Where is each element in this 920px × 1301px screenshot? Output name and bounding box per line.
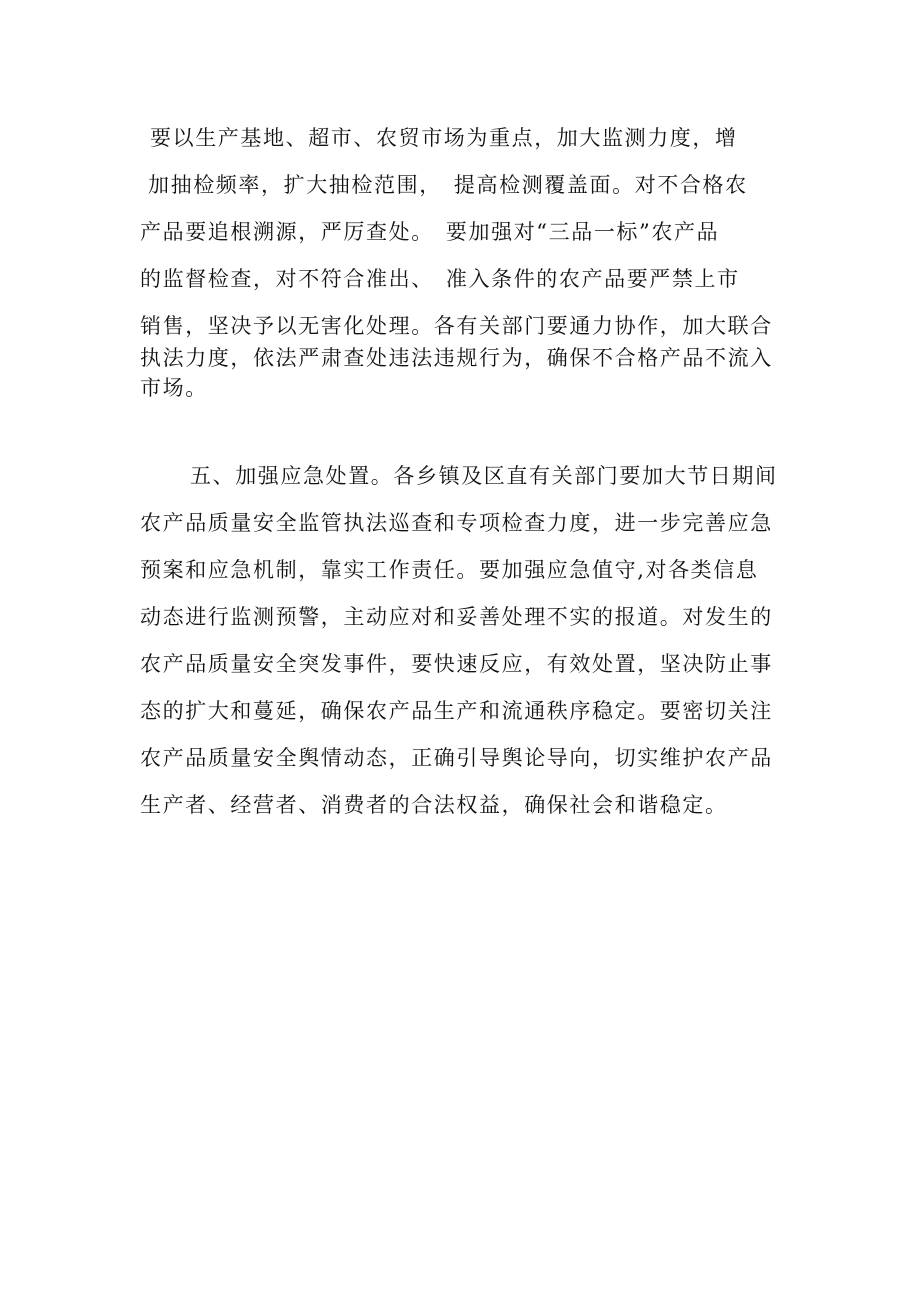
section-heading-line: 五、加强应急处置。各乡镇及区直有关部门要加大节日期间 — [190, 464, 778, 488]
text-line: 执法力度，依法严肃查处违法违规行为，确保不合格产品不流入 — [140, 346, 773, 370]
text-line: 农产品质量安全突发事件，要快速反应，有效处置，坚决防止事 — [140, 652, 773, 676]
text-line: 要以生产基地、超市、农贸市场为重点，加大监测力度，增 — [150, 126, 738, 150]
text-line: 产品要追根溯源，严厉查处。 要加强对“三品一标”农产品 — [140, 220, 720, 244]
text-line: 态的扩大和蔓延，确保农产品生产和流通秩序稳定。要密切关注 — [140, 699, 773, 723]
text-line: 销售，坚决予以无害化处理。各有关部门要通力协作，加大联合 — [140, 314, 773, 338]
text-line: 农产品质量安全监管执法巡查和专项检查力度，进一步完善应急 — [140, 511, 773, 535]
text-line: 生产者、经营者、消费者的合法权益，确保社会和谐稳定。 — [140, 793, 728, 817]
text-line: 预案和应急机制，靠实工作责任。要加强应急值守,对各类信息 — [140, 558, 759, 582]
text-line: 加抽检频率，扩大抽检范围， 提高检测覆盖面。对不合格农 — [148, 173, 748, 197]
text-line: 农产品质量安全舆情动态，正确引导舆论导向，切实维护农产品 — [140, 746, 773, 770]
text-line: 动态进行监测预警，主动应对和妥善处理不实的报道。对发生的 — [140, 605, 773, 629]
text-line: 市场。 — [140, 376, 208, 400]
text-line: 的监督检查，对不符合准出、 准入条件的农产品要严禁上市 — [140, 267, 740, 291]
